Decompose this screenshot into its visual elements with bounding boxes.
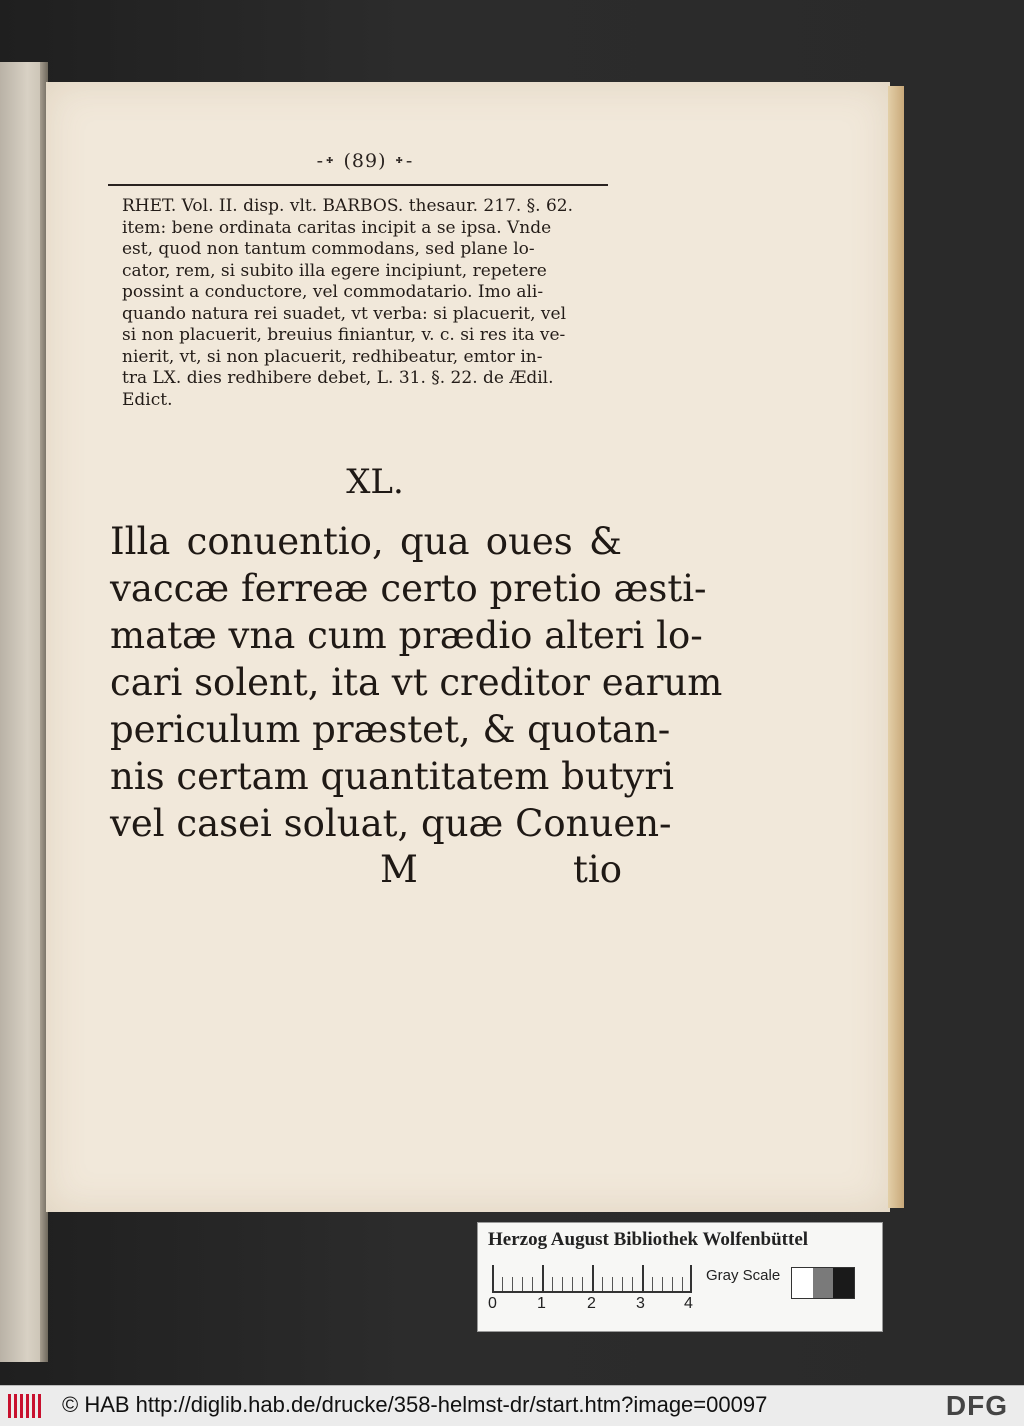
ruler-number: 3 <box>636 1295 645 1312</box>
ruler-number: 1 <box>537 1295 546 1312</box>
dfg-logo: DFG <box>945 1390 1008 1421</box>
catchword: tio <box>573 848 622 891</box>
body-line: cari solent, ita vt creditor earum <box>110 661 723 704</box>
section-heading: XL. <box>346 462 404 502</box>
signature-mark: M <box>380 848 418 891</box>
viewer-footer <box>0 1385 1024 1426</box>
body-line: vaccæ ferreæ certo pretio æsti- <box>110 567 707 610</box>
gray-swatch <box>833 1268 854 1298</box>
header-rule <box>108 184 608 186</box>
gray-swatch <box>792 1268 813 1298</box>
gray-scale-label: Gray Scale <box>706 1267 781 1284</box>
ruler-number: 4 <box>684 1295 693 1312</box>
footnote-line: cator, rem, si subito illa egere incipiunt, repetere <box>122 260 547 281</box>
body-line: vel casei soluat, quæ Conuen- <box>110 802 672 845</box>
gray-swatch <box>813 1268 834 1298</box>
hab-logo-icon <box>8 1394 42 1418</box>
ruler-major-tick <box>542 1265 544 1293</box>
footnote-line: RHET. Vol. II. disp. vlt. BARBOS. thesaur. 217. §. 62. <box>122 196 574 216</box>
body-line: periculum præstet, & quotan- <box>110 708 671 751</box>
body-line: nis certam quantitatem butyri <box>110 755 674 798</box>
footnote-line: Edict. <box>122 389 173 410</box>
footnote-line: possint a conductore, vel commodatario. Imo ali- <box>122 282 544 302</box>
footnote-line: est, quod non tantum commodans, sed plane lo- <box>122 239 535 259</box>
page-edge <box>888 86 904 1208</box>
ruler-major-tick <box>642 1265 644 1293</box>
ruler-major-tick <box>592 1265 594 1293</box>
footnote-line: item: bene ordinata caritas incipit a se ipsa. Vnde <box>122 217 552 238</box>
ruler-number: 2 <box>587 1295 596 1312</box>
gray-scale-bar <box>791 1267 855 1299</box>
body-line: matæ vna cum prædio alteri lo- <box>110 614 703 657</box>
library-name: Herzog August Bibliothek Wolfenbüttel <box>488 1229 809 1250</box>
ruler-number: 0 <box>488 1295 497 1312</box>
ruler-major-tick <box>492 1265 494 1293</box>
footnote-block <box>122 196 622 411</box>
page-header: -᛭ (89) ᛭- <box>316 150 414 172</box>
source-link[interactable]: © HAB http://diglib.hab.de/drucke/358-helmst-dr/start.htm?image=00097 <box>62 1392 768 1417</box>
footnote-line: quando natura rei suadet, vt verba: si placuerit, vel <box>122 303 567 324</box>
page-bottom-line <box>110 848 622 895</box>
ruler-major-tick <box>690 1265 692 1293</box>
footnote-line: si non placuerit, breuius finiantur, v. c. si res ita ve- <box>122 325 566 345</box>
body-paragraph <box>110 518 723 847</box>
footnote-line: tra LX. dies redhibere debet, L. 31. §. 22. de Ædil. <box>122 368 554 388</box>
footnote-line: nierit, vt, si non placuerit, redhibeatur, emtor in- <box>122 346 543 367</box>
body-line: Illa conuentio, qua oues & <box>110 520 622 563</box>
color-reference-card <box>477 1222 883 1332</box>
